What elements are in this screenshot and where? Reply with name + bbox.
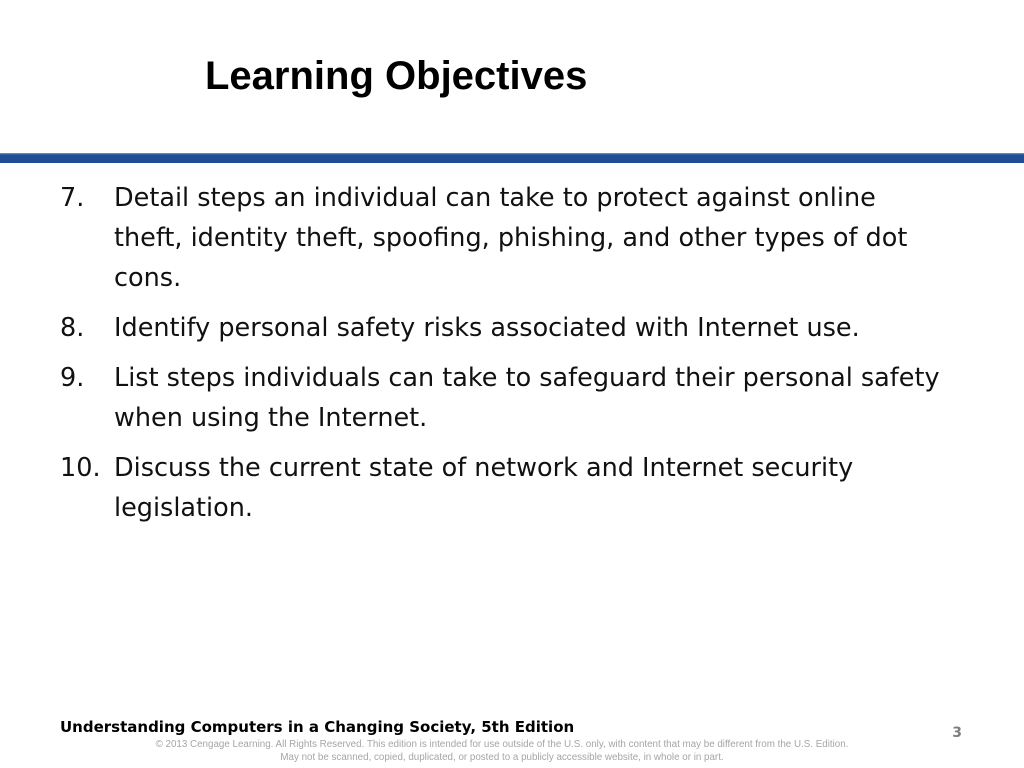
objective-item-10 [60,448,940,528]
learning-objectives-list [60,178,940,538]
objective-item-8 [60,308,940,348]
objective-number: 10. [60,453,101,483]
footer-book-title: Understanding Computers in a Changing Society, 5th Edition [60,718,575,736]
objective-number: 9. [60,363,85,393]
objective-text: Discuss the current state of network and Internet security legislation. [114,453,854,523]
title-divider [0,153,1024,163]
objective-text: Detail steps an individual can take to protect against online theft, identity theft, spoofing, phishing, and other types of dot cons. [114,183,908,293]
objective-text: Identify personal safety risks associated with Internet use. [114,313,860,343]
objective-number: 7. [60,183,85,213]
objective-text: List steps individuals can take to safeguard their personal safety when using the Internet. [114,363,940,433]
copyright-notice [80,738,924,764]
objective-number: 8. [60,313,85,343]
objective-item-7 [60,178,940,298]
objective-item-9 [60,358,940,438]
slide-title: Learning Objectives [205,54,588,98]
page-number: 3 [952,725,962,741]
copyright-line: May not be scanned, copied, duplicated, or posted to a publicly accessible website, in whole or in part. [280,752,724,763]
copyright-line: © 2013 Cengage Learning. All Rights Reserved. This edition is intended for use outside of the U.S. only, with content that may be different from the U.S. Edition. [155,739,849,750]
